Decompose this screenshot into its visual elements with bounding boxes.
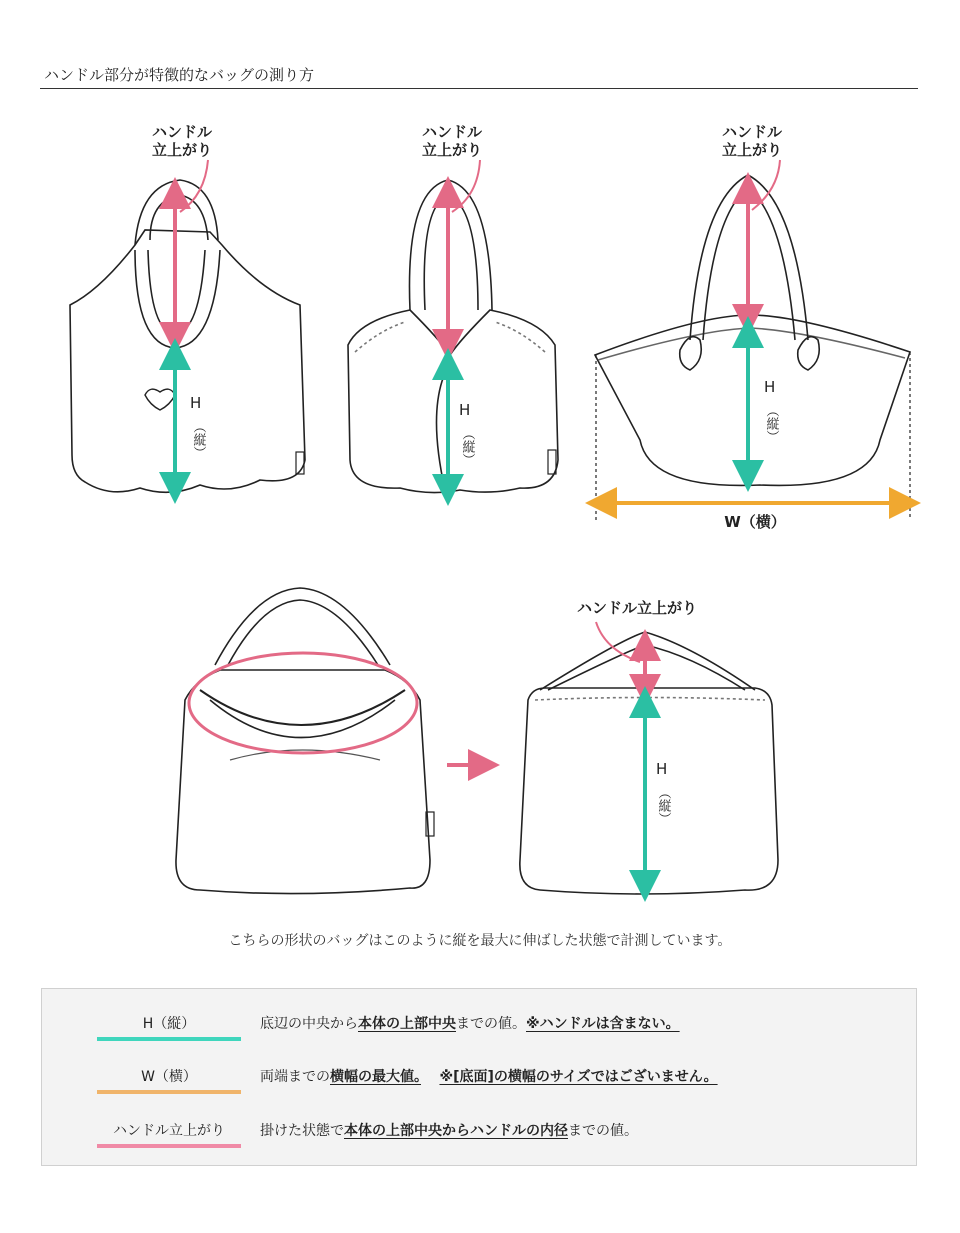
- legend-swatch-w: [97, 1090, 241, 1094]
- legend-row-w: [42, 1066, 916, 1096]
- handle-label-3-line2: 立上がり: [721, 141, 783, 159]
- legend-term-handle: ハンドル立上がり: [113, 1123, 225, 1139]
- tate-label-5: （縦）: [655, 786, 671, 825]
- bag-illustration-4: [176, 588, 434, 894]
- legend-term-h: H（縦）: [142, 1016, 196, 1032]
- handle-label-2-line1: ハンドル: [421, 123, 483, 141]
- bag-illustration-1: [70, 180, 305, 492]
- bag-illustration-3: [595, 175, 910, 520]
- legend-desc-handle: 掛けた状態で本体の上部中央からハンドルの内径までの値。: [260, 1123, 638, 1139]
- bag-illustration-2: [348, 180, 558, 493]
- legend-row-h: [42, 1013, 916, 1043]
- h-label-1: H: [190, 394, 202, 412]
- legend-swatch-h: [97, 1037, 241, 1041]
- legend-desc-h: 底辺の中央から本体の上部中央までの値。※ハンドルは含まない。: [260, 1016, 680, 1032]
- legend-desc-w: 両端までの横幅の最大値。 ※[底面]の横幅のサイズではございません。: [260, 1069, 718, 1085]
- h-label-5: H: [656, 760, 668, 778]
- legend-panel: [41, 988, 917, 1166]
- tate-label-1: （縦）: [190, 420, 206, 459]
- handle-label-1-line2: 立上がり: [151, 141, 213, 159]
- page-title: ハンドル部分が特徴的なバッグの測り方: [44, 66, 315, 84]
- handle-label-5: ハンドル立上がり: [576, 599, 698, 617]
- tate-label-2: （縦）: [459, 427, 475, 466]
- handle-label-2-line2: 立上がり: [421, 141, 483, 159]
- h-label-3: H: [764, 378, 776, 396]
- legend-term-w: W（横）: [141, 1069, 197, 1085]
- legend-row-handle: [42, 1120, 916, 1150]
- tate-label-3: （縦）: [763, 404, 779, 443]
- bag-illustration-5: [520, 632, 778, 894]
- handle-label-1-line1: ハンドル: [151, 123, 213, 141]
- w-label: W（横）: [724, 513, 786, 531]
- h-label-2: H: [459, 401, 471, 419]
- legend-swatch-handle: [97, 1144, 241, 1148]
- caption: こちらの形状のバッグはこのように縦を最大に伸ばした状態で計測しています。: [228, 933, 732, 949]
- handle-label-3-line1: ハンドル: [721, 123, 783, 141]
